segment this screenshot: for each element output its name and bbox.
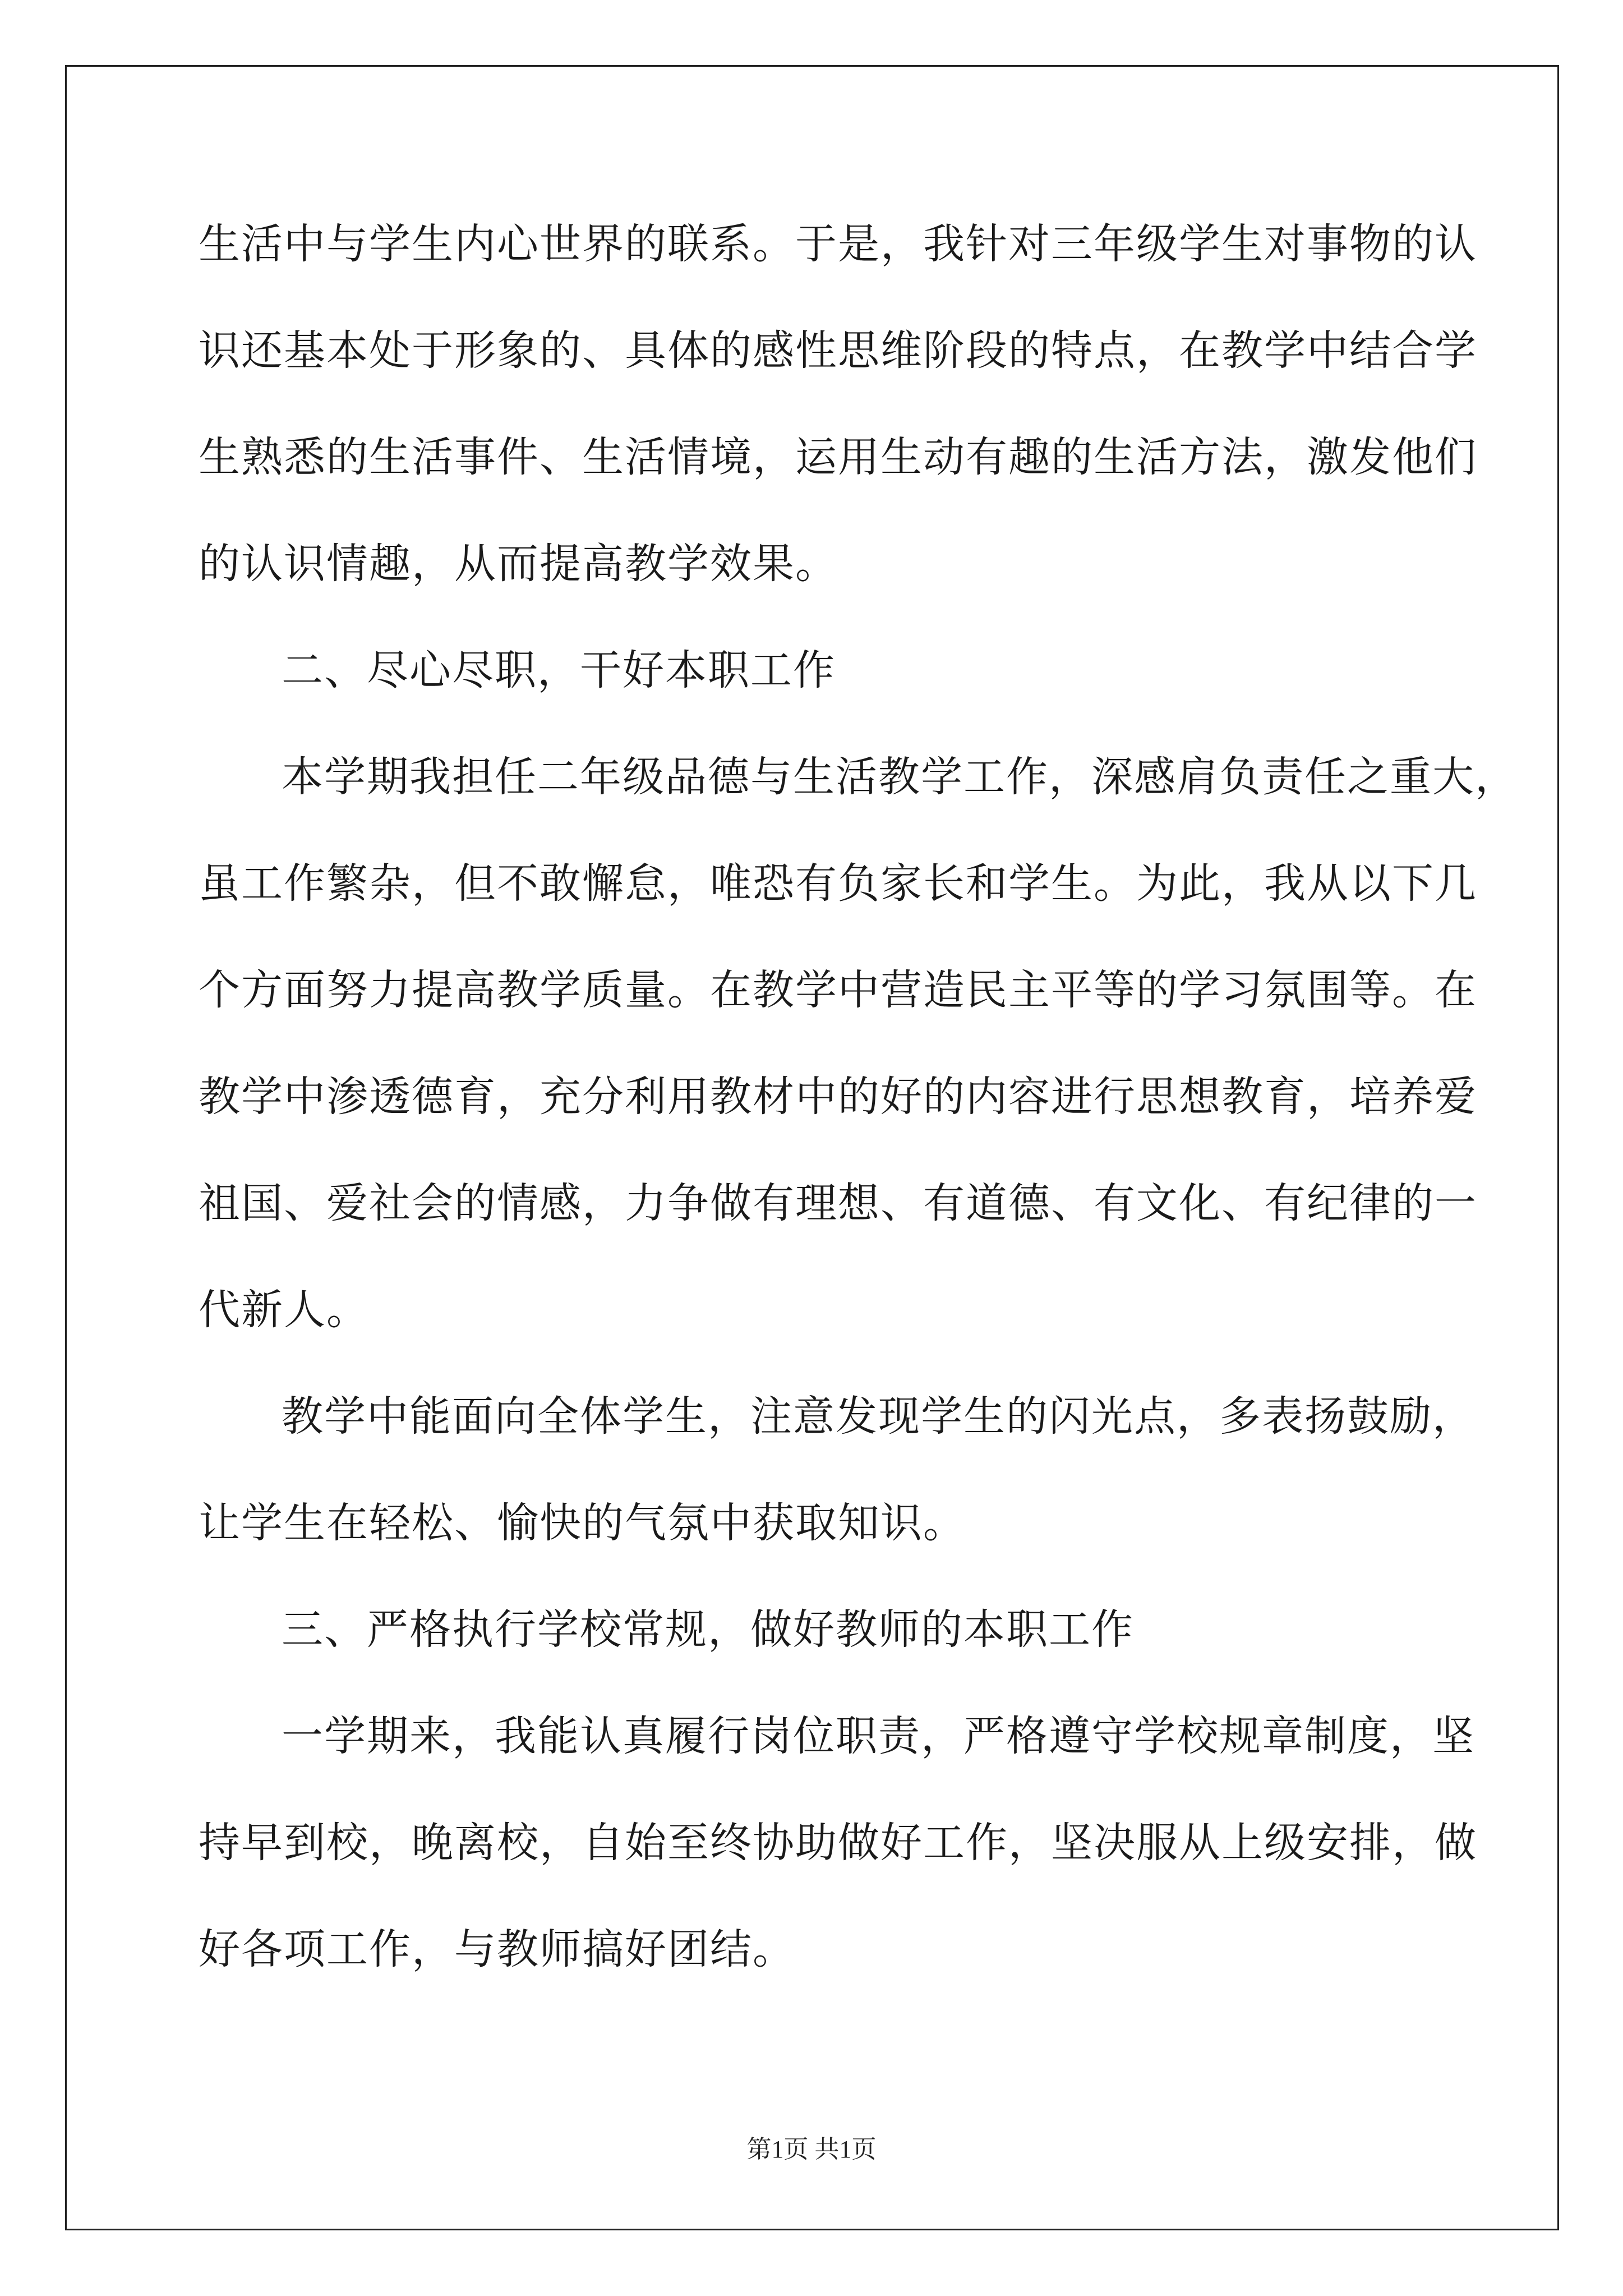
paragraph-line: 生活中与学生内心世界的联系。于是，我针对三年级学生对事物的认 bbox=[199, 220, 1477, 268]
paragraph-line: 识还基本处于形象的、具体的感性思维阶段的特点，在教学中结合学 bbox=[199, 326, 1477, 375]
paragraph-line: 本学期我担任二年级品德与生活教学工作，深感肩负责任之重大， bbox=[282, 753, 1518, 801]
paragraph-line: 虽工作繁杂，但不敢懈怠，唯恐有负家长和学生。为此，我从以下几 bbox=[199, 859, 1477, 908]
paragraph-line: 一学期来，我能认真履行岗位职责，严格遵守学校规章制度，坚 bbox=[282, 1712, 1475, 1760]
section-heading: 三、严格执行学校常规，做好教师的本职工作 bbox=[282, 1605, 1134, 1654]
paragraph-line: 生熟悉的生活事件、生活情境，运用生动有趣的生活方法，激发他们 bbox=[199, 433, 1477, 481]
paragraph-line: 个方面努力提高教学质量。在教学中营造民主平等的学习氛围等。在 bbox=[199, 966, 1477, 1014]
paragraph-line: 教学中能面向全体学生，注意发现学生的闪光点，多表扬鼓励， bbox=[282, 1392, 1475, 1441]
paragraph-line: 教学中渗透德育，充分利用教材中的好的内容进行思想教育，培养爱 bbox=[199, 1073, 1477, 1121]
paragraph-line: 持早到校，晚离校，自始至终协助做好工作，坚决服从上级安排，做 bbox=[199, 1819, 1477, 1867]
page-border bbox=[65, 65, 1559, 2230]
paragraph-line: 代新人。 bbox=[199, 1286, 369, 1334]
paragraph-line: 让学生在轻松、愉快的气氛中获取知识。 bbox=[199, 1499, 966, 1547]
section-heading: 二、尽心尽职，干好本职工作 bbox=[282, 646, 836, 694]
paragraph-line: 祖国、爱社会的情感，力争做有理想、有道德、有文化、有纪律的一 bbox=[199, 1179, 1477, 1227]
page-number-footer: 第1页 共1页 bbox=[746, 2136, 877, 2163]
paragraph-line: 的认识情趣，从而提高教学效果。 bbox=[199, 540, 838, 588]
paragraph-line: 好各项工作，与教师搞好团结。 bbox=[199, 1925, 795, 1973]
